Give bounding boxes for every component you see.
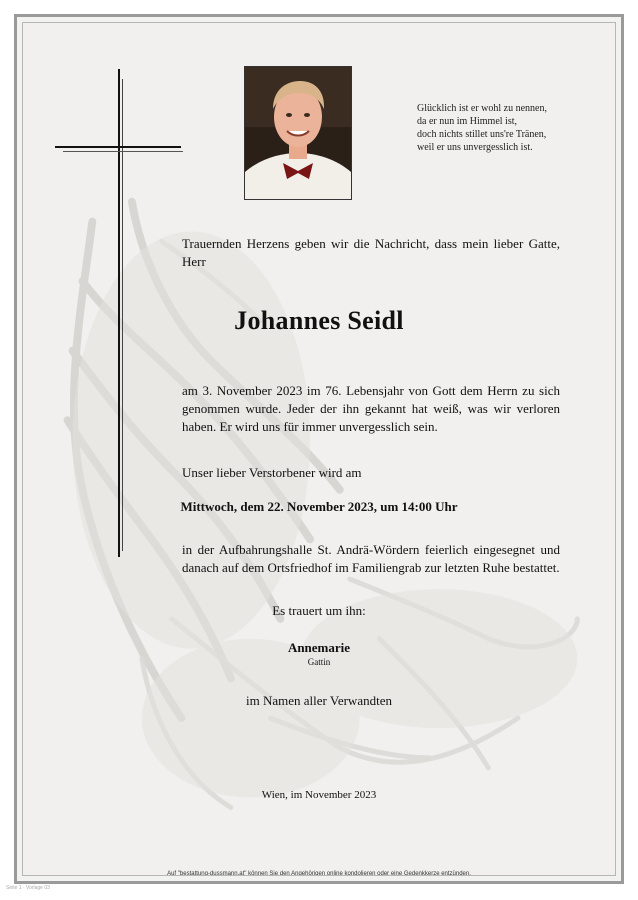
cross-horizontal-shadow <box>63 151 183 152</box>
survivor-name: Annemarie <box>287 640 351 655</box>
funeral-date: Mittwoch, dem 22. November 2023, um 14:00 Uhr <box>180 499 458 514</box>
intro-text: Trauernden Herzens geben wir die Nachricht, dass mein lieber Gatte, Herr <box>182 236 560 269</box>
condolence-footer: Auf "bestattung-dussmann.at" können Sie den Angehörigen online kondolieren oder eine Gedenkkerze entzünden. <box>167 871 471 876</box>
deceased-name: Johannes Seidl <box>234 306 404 335</box>
poem-line: doch nichts stillet uns're Tränen, <box>417 129 547 140</box>
cross-horizontal-beam <box>55 146 181 148</box>
portrait-illustration <box>245 67 351 199</box>
relatives-line: im Namen aller Verwandten <box>246 693 392 708</box>
obituary-page <box>22 22 616 876</box>
poem-line: da er nun im Himmel ist, <box>417 116 517 127</box>
memorial-poem <box>417 102 587 154</box>
obituary-frame <box>14 14 624 884</box>
place-and-date: Wien, im November 2023 <box>261 789 377 801</box>
death-notice-text: am 3. November 2023 im 76. Lebensjahr von Gott dem Herrn zu sich genommen wurde. Jeder der ihn gekannt hat weiß, was wir verloren haben. Er wird uns für immer unvergesslich sein. <box>182 383 560 434</box>
poem-line: Glücklich ist er wohl zu nennen, <box>417 103 547 114</box>
mourners-heading: Es trauert um ihn: <box>272 603 366 618</box>
survivor-relation: Gattin <box>307 657 331 667</box>
funeral-place-text: in der Aufbahrungshalle St. Andrä-Wördern feierlich eingesegnet und danach auf dem Ortsfriedhof im Familiengrab zur letzten Ruhe bestattet. <box>182 542 560 575</box>
deceased-portrait <box>244 66 352 200</box>
poem-line: weil er uns unvergesslich ist. <box>417 142 533 153</box>
page-watermark: Seite 1 · Vorlage 03 <box>6 885 50 891</box>
funeral-announcement: Unser lieber Verstorbener wird am <box>182 465 362 480</box>
